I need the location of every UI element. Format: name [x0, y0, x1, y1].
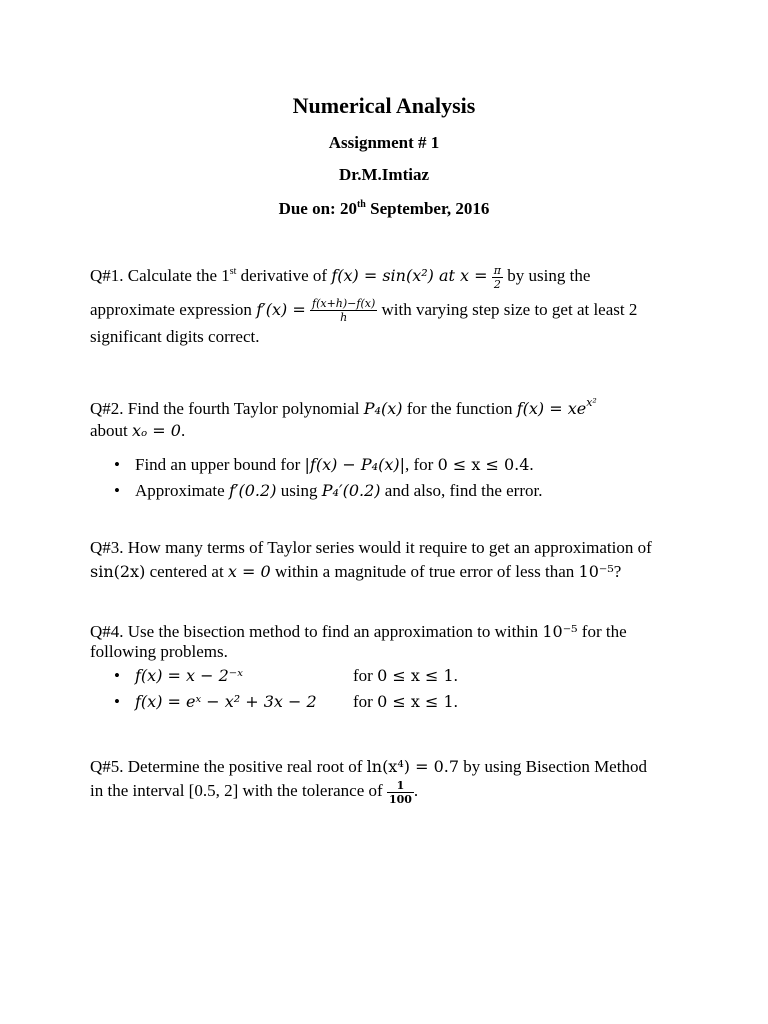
q2-bullet-list	[90, 452, 597, 504]
q3-sin: sin(2x)	[90, 562, 146, 581]
assignment-number: Assignment # 1	[328, 133, 440, 152]
q4-range-1: 0 ≤ x ≤ 1	[377, 666, 454, 685]
q1-text-a: Q#1. Calculate the 1	[90, 266, 230, 285]
list-item	[90, 478, 597, 504]
list-item	[90, 689, 627, 715]
q4-tolerance: 10⁻⁵	[542, 622, 578, 641]
b2-math: f′(0.2)	[228, 481, 277, 500]
q3-text-c: within a magnitude of true error of less than	[270, 562, 579, 581]
q5-text-a: Q#5. Determine the positive real root of	[90, 757, 367, 776]
q4-bullet-list	[90, 663, 627, 715]
q2-text-c: about	[90, 421, 133, 440]
q5-end: .	[413, 781, 419, 800]
q2-function: f(x) = xe	[516, 399, 587, 418]
b1-range: 0 ≤ x ≤ 0.4	[437, 455, 530, 474]
q1-text-c: by using the	[503, 266, 591, 285]
q4-text-b: for the	[577, 622, 627, 641]
question-4	[90, 619, 627, 715]
q3-line1: Q#3. How many terms of Taylor series would it require to get an approximation of	[90, 538, 652, 557]
q1-difference-fraction	[310, 297, 377, 324]
b1-end: .	[529, 455, 534, 474]
instructor-name: Dr.M.Imtiaz	[338, 165, 429, 184]
q3-text-b: centered at	[145, 562, 228, 581]
q4-f2: f(x) = eˣ − x² + 3x − 2	[135, 692, 317, 711]
b2-math-b: P₄′(0.2)	[321, 481, 381, 500]
q1-text-e: with varying step size to get at least 2	[377, 299, 638, 319]
q1-text-d: approximate expression	[90, 299, 257, 319]
b2-end: and also, find the error.	[380, 481, 543, 500]
diff-numerator: f(x+h)−f(x)	[312, 297, 376, 311]
question-3	[90, 535, 652, 585]
page-title: Numerical Analysis	[292, 93, 476, 118]
pi-numerator: π	[493, 263, 502, 277]
q4-text-a: Q#4. Use the bisection method to find an approximation to within	[90, 622, 543, 641]
b1-text: Find an upper bound for	[135, 455, 305, 474]
due-date	[0, 199, 768, 219]
q5-text-c: in the interval [0.5, 2] with the tolerance of	[90, 781, 387, 800]
q3-line2	[90, 559, 652, 585]
q1-line1	[90, 263, 637, 291]
q2-p4x: P₄(x)	[363, 399, 403, 418]
q1-line3: significant digits correct.	[90, 327, 260, 347]
q5-line1	[90, 754, 647, 780]
q5-fraction	[387, 779, 414, 806]
due-suffix: September, 2016	[365, 199, 490, 218]
q4-end-1: .	[453, 666, 458, 685]
question-2	[90, 396, 597, 504]
q3-center: x = 0	[227, 562, 271, 581]
q4-range-2: 0 ≤ x ≤ 1	[377, 692, 454, 711]
q4-end-2: .	[453, 692, 458, 711]
diff-denominator: h	[340, 311, 348, 325]
b1-text-b: , for	[405, 455, 438, 474]
q4-for-1: for	[353, 666, 378, 685]
q2-text-a: Q#2. Find the fourth Taylor polynomial	[90, 399, 364, 418]
q4-f1: f(x) = x − 2⁻ˣ	[135, 666, 243, 685]
q5-denominator: 100	[388, 792, 412, 806]
q1-line2	[90, 297, 637, 325]
q4-for-2: for	[353, 692, 378, 711]
q2-text-d: .	[180, 421, 186, 440]
b2-text-b: using	[276, 481, 322, 500]
q2-exponent: x²	[586, 396, 597, 409]
list-item	[90, 452, 597, 478]
q2-x0: xₒ = 0	[132, 421, 181, 440]
q1-derivative: f′(x) =	[256, 299, 306, 319]
q4-line2: following problems.	[90, 642, 228, 661]
q3-tolerance: 10⁻⁵	[578, 562, 614, 581]
b1-math: |f(x) − P₄(x)|	[304, 455, 405, 474]
due-sup: th	[356, 199, 366, 210]
pi-denominator: 2	[493, 277, 501, 291]
b2-text: Approximate	[135, 481, 229, 500]
q1-text-b: derivative of	[236, 266, 332, 285]
q5-text-b: by using Bisection Method	[459, 757, 647, 776]
q2-text-b: for the function	[402, 399, 517, 418]
question-1	[90, 263, 637, 350]
q5-line2	[90, 778, 647, 806]
question-5	[90, 754, 647, 806]
due-prefix: Due on: 20	[278, 199, 357, 218]
q5-numerator: 1	[387, 779, 414, 793]
q3-end: ?	[613, 562, 622, 581]
q1-sup: st	[229, 266, 237, 277]
q1-function: f(x) = sin(x²) at x =	[331, 266, 488, 285]
list-item	[90, 663, 627, 689]
q5-equation: ln(x⁴) = 0.7	[366, 757, 460, 776]
q1-pi-fraction	[492, 264, 503, 291]
